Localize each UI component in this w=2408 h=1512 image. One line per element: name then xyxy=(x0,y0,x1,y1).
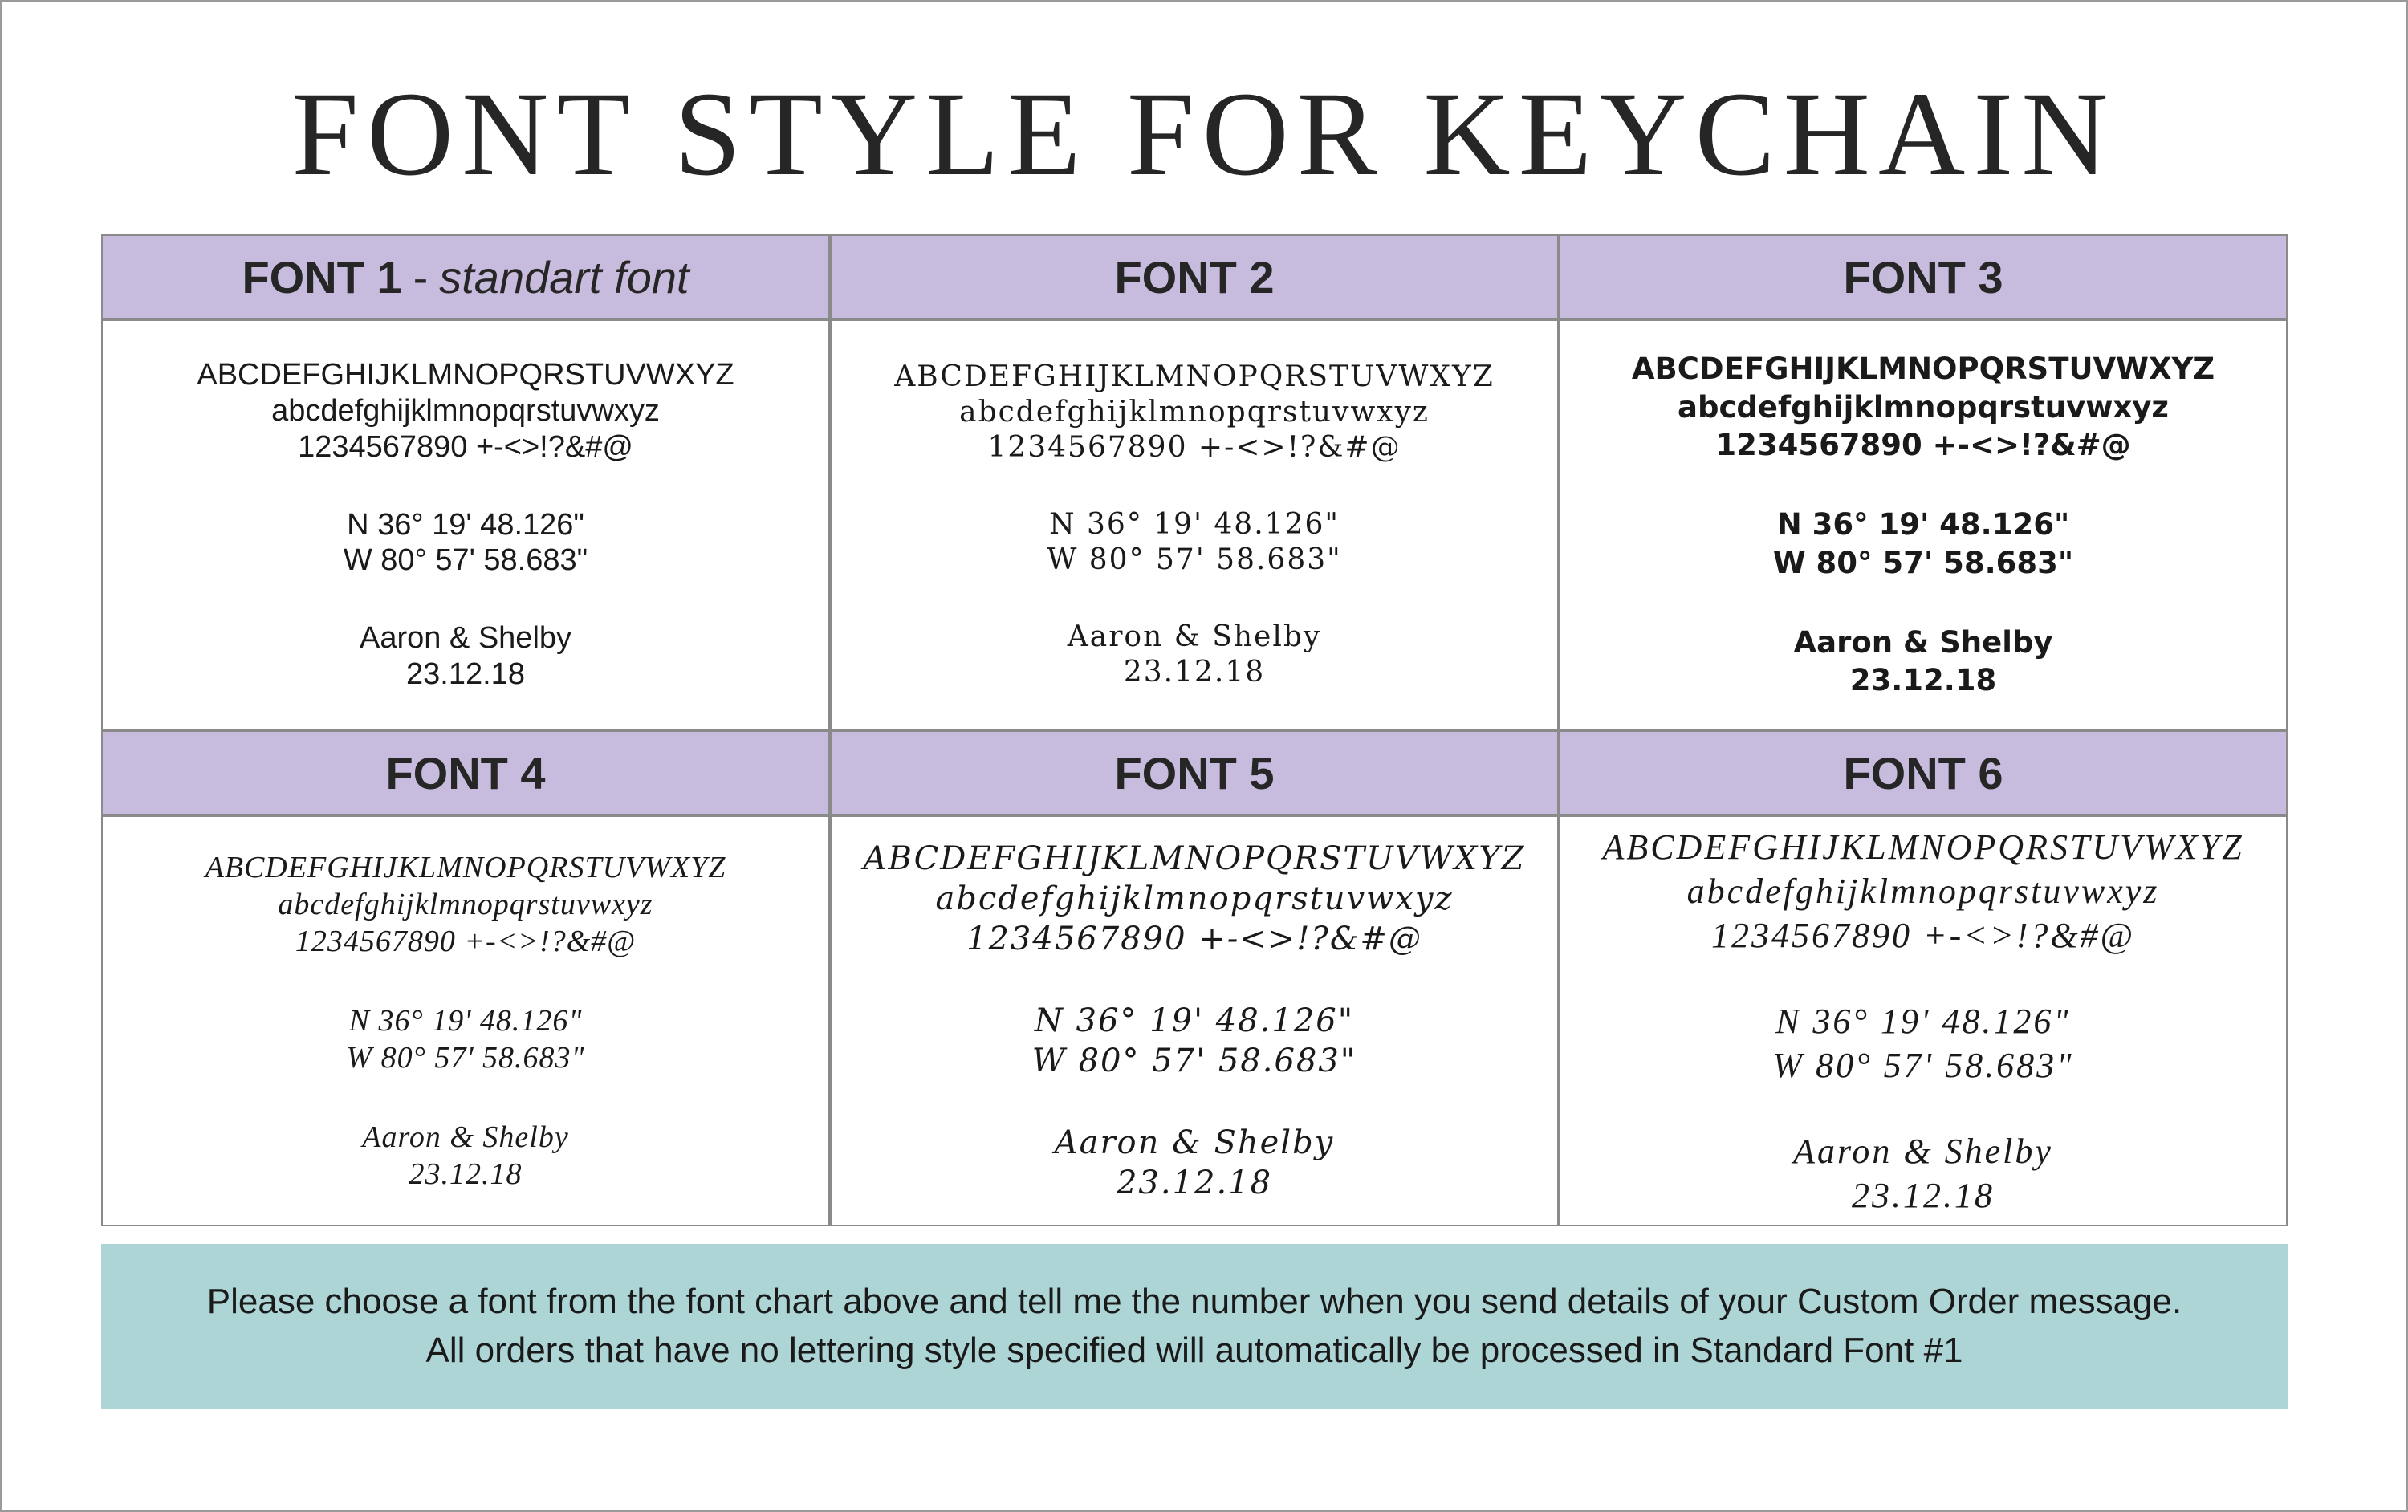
font-4-lowercase: abcdefghijklmnopqrstuvwxyz xyxy=(278,888,653,922)
font-5-label: FONT 5 xyxy=(1114,747,1275,799)
font-1-lowercase: abcdefghijklmnopqrstuvwxyz xyxy=(271,393,660,428)
font-4-header xyxy=(101,730,830,815)
font-1-digits: 1234567890 +-<>!?&#@ xyxy=(298,429,633,464)
font-6-header xyxy=(1559,730,2288,815)
font-3-uppercase: ABCDEFGHIJKLMNOPQRSTUVWXYZ xyxy=(1631,352,2215,387)
font-2-uppercase: ABCDEFGHIJKLMNOPQRSTUVWXYZ xyxy=(894,360,1495,394)
font-2-coord-w: W 80° 57' 58.683" xyxy=(1047,543,1342,576)
font-1-date: 23.12.18 xyxy=(406,657,525,692)
font-3-date: 23.12.18 xyxy=(1849,663,1997,698)
font-1-names: Aaron & Shelby xyxy=(359,621,572,656)
font-5-coord-w: W 80° 57' 58.683" xyxy=(1031,1043,1357,1079)
instructions-line-1: Please choose a font from the font chart above and tell me the number when you send details of your Custom Order message. xyxy=(206,1282,2182,1322)
font-3-header xyxy=(1559,234,2288,319)
font-4-date: 23.12.18 xyxy=(409,1156,523,1191)
font-1-uppercase: ABCDEFGHIJKLMNOPQRSTUVWXYZ xyxy=(197,358,734,392)
font-2-header xyxy=(830,234,1559,319)
font-2-lowercase: abcdefghijklmnopqrstuvwxyz xyxy=(959,396,1430,429)
font-2-coord-n: N 36° 19' 48.126" xyxy=(1049,508,1340,542)
font-6-uppercase: ABCDEFGHIJKLMNOPQRSTUVWXYZ xyxy=(1602,827,2244,867)
font-4-names: Aaron & Shelby xyxy=(362,1120,569,1154)
font-3-sample xyxy=(1559,319,2288,730)
font-5-header xyxy=(830,730,1559,815)
font-3-digits: 1234567890 +-<>!?&#@ xyxy=(1715,427,2131,462)
font-1-coord-n: N 36° 19' 48.126" xyxy=(347,507,584,542)
font-2-digits: 1234567890 +-<>!?&#@ xyxy=(987,431,1401,465)
font-6-lowercase: abcdefghijklmnopqrstuvwxyz xyxy=(1686,871,2160,911)
font-chart xyxy=(101,234,2288,1226)
font-6-date: 23.12.18 xyxy=(1852,1175,1995,1215)
font-2-names: Aaron & Shelby xyxy=(1067,620,1322,653)
font-5-sample xyxy=(830,815,1559,1226)
font-5-lowercase: abcdefghijklmnopqrstuvwxyz xyxy=(935,880,1454,917)
font-1-sample xyxy=(101,319,830,730)
font-1-separator: - xyxy=(413,251,429,303)
font-3-coord-w: W 80° 57' 58.683" xyxy=(1772,545,2074,580)
font-4-sample xyxy=(101,815,830,1226)
font-4-uppercase: ABCDEFGHIJKLMNOPQRSTUVWXYZ xyxy=(205,850,726,884)
font-5-digits: 1234567890 +-<>!?&#@ xyxy=(966,921,1422,957)
font-6-names: Aaron & Shelby xyxy=(1793,1131,2053,1171)
instructions-banner xyxy=(101,1244,2288,1409)
font-1-header xyxy=(101,234,830,319)
font-2-label: FONT 2 xyxy=(1114,251,1275,303)
font-6-coord-w: W 80° 57' 58.683" xyxy=(1772,1045,2074,1085)
font-3-label: FONT 3 xyxy=(1843,251,2003,303)
font-6-digits: 1234567890 +-<>!?&#@ xyxy=(1710,915,2136,955)
font-3-coord-n: N 36° 19' 48.126" xyxy=(1776,507,2070,543)
font-3-lowercase: abcdefghijklmnopqrstuvwxyz xyxy=(1678,389,2169,425)
font-5-uppercase: ABCDEFGHIJKLMNOPQRSTUVWXYZ xyxy=(863,840,1526,877)
font-4-label: FONT 4 xyxy=(385,747,546,799)
font-4-digits: 1234567890 +-<>!?&#@ xyxy=(295,925,637,959)
font-5-date: 23.12.18 xyxy=(1116,1164,1273,1201)
font-2-sample xyxy=(830,319,1559,730)
font-1-sublabel: standart font xyxy=(439,251,689,303)
font-6-label: FONT 6 xyxy=(1843,747,2003,799)
instructions-line-2: All orders that have no lettering style specified will automatically be processed in Standard Font #1 xyxy=(425,1331,1963,1370)
font-2-date: 23.12.18 xyxy=(1123,655,1266,689)
font-5-names: Aaron & Shelby xyxy=(1054,1124,1335,1161)
font-6-coord-n: N 36° 19' 48.126" xyxy=(1775,1001,2071,1041)
page-title: FONT STYLE FOR KEYCHAIN xyxy=(291,67,2117,201)
font-1-label: FONT 1 xyxy=(242,251,402,303)
font-3-names: Aaron & Shelby xyxy=(1793,625,2053,660)
font-1-coord-w: W 80° 57' 58.683" xyxy=(343,543,588,578)
font-6-sample xyxy=(1559,815,2288,1226)
font-5-coord-n: N 36° 19' 48.126" xyxy=(1034,1002,1355,1039)
font-4-coord-w: W 80° 57' 58.683" xyxy=(346,1041,585,1075)
font-4-coord-n: N 36° 19' 48.126" xyxy=(348,1003,583,1038)
